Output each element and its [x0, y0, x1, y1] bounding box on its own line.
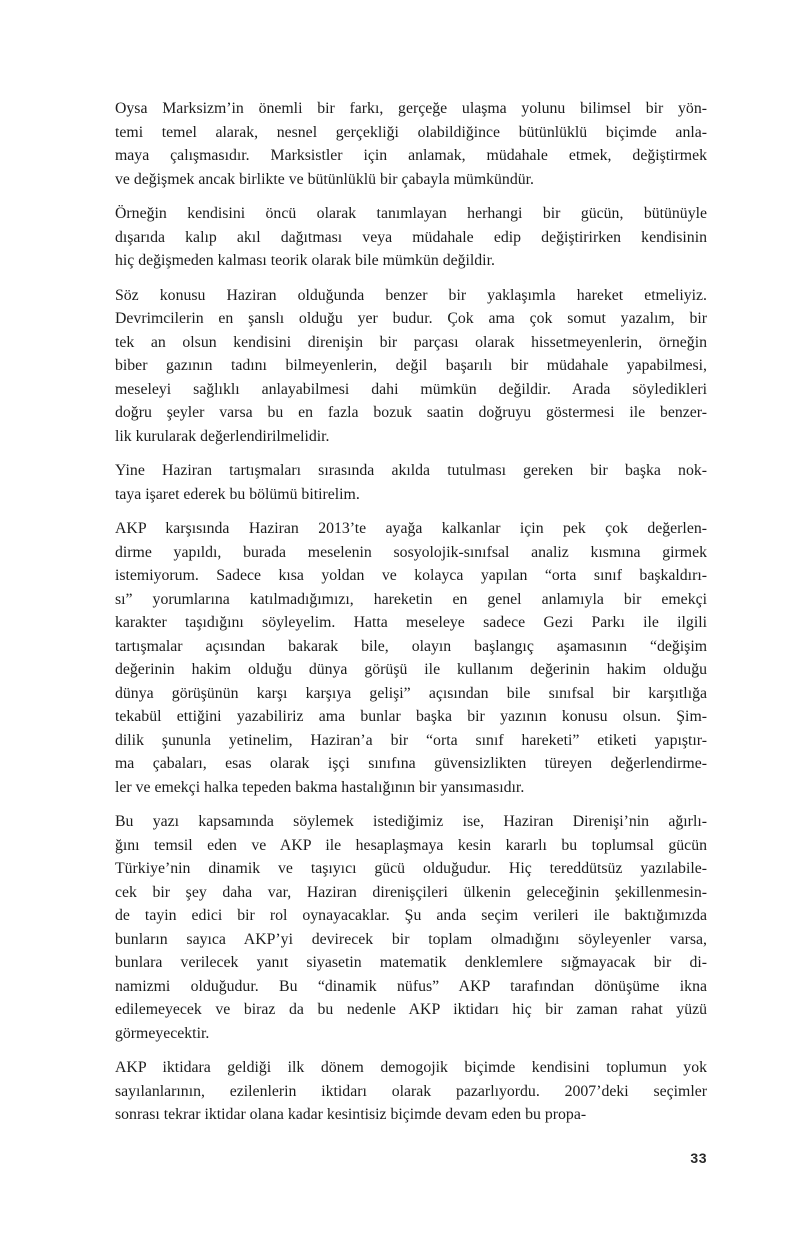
- text-line: doğru şeyler varsa bu en fazla bozuk saatin doğruyu göstermesi ile benzer-: [115, 404, 707, 421]
- page-number: 33: [690, 1150, 707, 1166]
- text-line: sayılanlarının, ezilenlerin iktidarı olarak pazarlıyordu. 2007’deki seçimler: [115, 1082, 707, 1100]
- text-line: biber gazının tadını bilmeyenlerin, değil başarılı bir müdahale yapabilmesi,: [115, 357, 707, 374]
- text-line: Örneğin kendisini öncü olarak tanımlayan herhangi bir gücün, bütünüyle: [115, 205, 707, 222]
- text-line: Oysa Marksizm’in önemli bir farkı, gerçeğe ulaşma yolunu bilimsel bir yön-: [115, 100, 707, 117]
- text-line: tekabül ettiğini yazabiliriz ama bunlar başka bir yazının konusu olsun. Şim-: [115, 708, 707, 725]
- text-line: ler ve emekçi halka tepeden bakma hastalığının bir yansımasıdır.: [115, 778, 525, 796]
- text-line: sı” yorumlarına katılmadığımızı, hareketin en genel anlamıyla bir emekçi: [115, 590, 707, 608]
- text-line: dışarıda kalıp akıl dağıtması veya müdahale edip değiştirirken kendisinin: [115, 228, 707, 246]
- text-line: AKP iktidara geldiği ilk dönem demogojik biçimde kendisini toplumun yok: [115, 1059, 707, 1076]
- text-line: lik kurularak değerlendirilmelidir.: [115, 427, 330, 445]
- paragraph: [115, 459, 707, 506]
- text-line: cek bir şey daha var, Haziran direnişçileri ülkenin geleceğinin şekillenmesin-: [115, 883, 707, 901]
- paragraph: [115, 1056, 707, 1127]
- text-line: namizmi olduğudur. Bu “dinamik nüfus” AKP tarafından dönüşüme ikna: [115, 977, 707, 995]
- text-line: maya çalışmasıdır. Marksistler için anlamak, müdahale etmek, değiştirmek: [115, 147, 707, 164]
- text-line: Bu yazı kapsamında söylemek istediğimiz ise, Haziran Direnişi’nin ağırlı-: [115, 813, 707, 830]
- text-line: AKP karşısında Haziran 2013’te ayağa kalkanlar için pek çok değerlen-: [115, 520, 707, 537]
- text-line: bunlara verilecek yanıt siyasetin matematik denklemlere sığmayacak bir di-: [115, 954, 707, 971]
- body-text: [115, 97, 707, 1138]
- text-line: tek an olsun kendisini direnişin bir parçası olarak hissetmeyenlerin, örneğin: [115, 333, 707, 351]
- paragraph: [115, 810, 707, 1045]
- text-line: Yine Haziran tartışmaları sırasında akılda tutulması gereken bir başka nok-: [115, 462, 707, 479]
- text-line: Devrimcilerin en şanslı olduğu yer budur. Çok ama çok somut yazalım, bir: [115, 310, 707, 327]
- text-line: tartışmalar açısından bakarak bile, olayın başlangıç aşamasının “değişim: [115, 637, 707, 655]
- text-line: sonrası tekrar iktidar olana kadar kesintisiz biçimde devam eden bu propa-: [115, 1106, 587, 1123]
- paragraph: [115, 202, 707, 273]
- text-line: edilemeyecek ve biraz da bu nedenle AKP iktidarı hiç bir zaman rahat yüzü: [115, 1001, 707, 1018]
- paragraph: [115, 284, 707, 449]
- text-line: Söz konusu Haziran olduğunda benzer bir yaklaşımla hareket etmeliyiz.: [115, 286, 707, 304]
- text-line: ma çabaları, esas olarak işçi sınıfına güvensizlikten türeyen değerlendirme-: [115, 755, 707, 772]
- paragraph: [115, 97, 707, 191]
- text-line: de tayin edici bir rol oynayacaklar. Şu anda seçim verileri ile baktığımızda: [115, 907, 707, 924]
- text-line: temi temel alarak, nesnel gerçekliği olabildiğince bütünlüklü biçimde anla-: [115, 123, 707, 141]
- text-line: taya işaret ederek bu bölümü bitirelim.: [115, 485, 360, 503]
- text-line: ve değişmek ancak birlikte ve bütünlüklü bir çabayla mümkündür.: [115, 170, 534, 188]
- text-line: karakter taşıdığını söyleyelim. Hatta meseleye sadece Gezi Parkı ile ilgili: [115, 614, 707, 631]
- paragraph: [115, 517, 707, 799]
- text-line: istemiyorum. Sadece kısa yoldan ve kolayca yapılan “orta sınıf başkaldırı-: [115, 567, 707, 584]
- text-line: bunların sayıca AKP’yi devirecek bir toplam olmadığını söyleyenler varsa,: [115, 930, 707, 948]
- text-line: dilik şununla yetinelim, Haziran’a bir “orta sınıf hareketi” etiketi yapıştır-: [115, 731, 707, 749]
- text-line: dirme yapıldı, burada meselenin sosyolojik-sınıfsal analiz kısmına girmek: [115, 543, 707, 561]
- text-line: meseleyi sağlıklı anlayabilmesi dahi mümkün değildir. Arada söyledikleri: [115, 380, 707, 398]
- text-line: dünya görüşünün karşı karşıya gelişi” açısından bile sınıfsal bir karşıtlığa: [115, 684, 707, 702]
- text-line: Türkiye’nin dinamik ve taşıyıcı gücü olduğudur. Hiç tereddütsüz yazılabile-: [115, 860, 707, 877]
- text-line: hiç değişmeden kalması teorik olarak bile mümkün değildir.: [115, 252, 495, 269]
- text-line: görmeyecektir.: [115, 1024, 210, 1042]
- text-line: ğını temsil eden ve AKP ile hesaplaşmaya kesin kararlı bu toplumsal gücün: [115, 836, 707, 854]
- text-line: değerinin hakim olduğu dünya görüşü ile kullanım değerinin hakim olduğu: [115, 661, 707, 678]
